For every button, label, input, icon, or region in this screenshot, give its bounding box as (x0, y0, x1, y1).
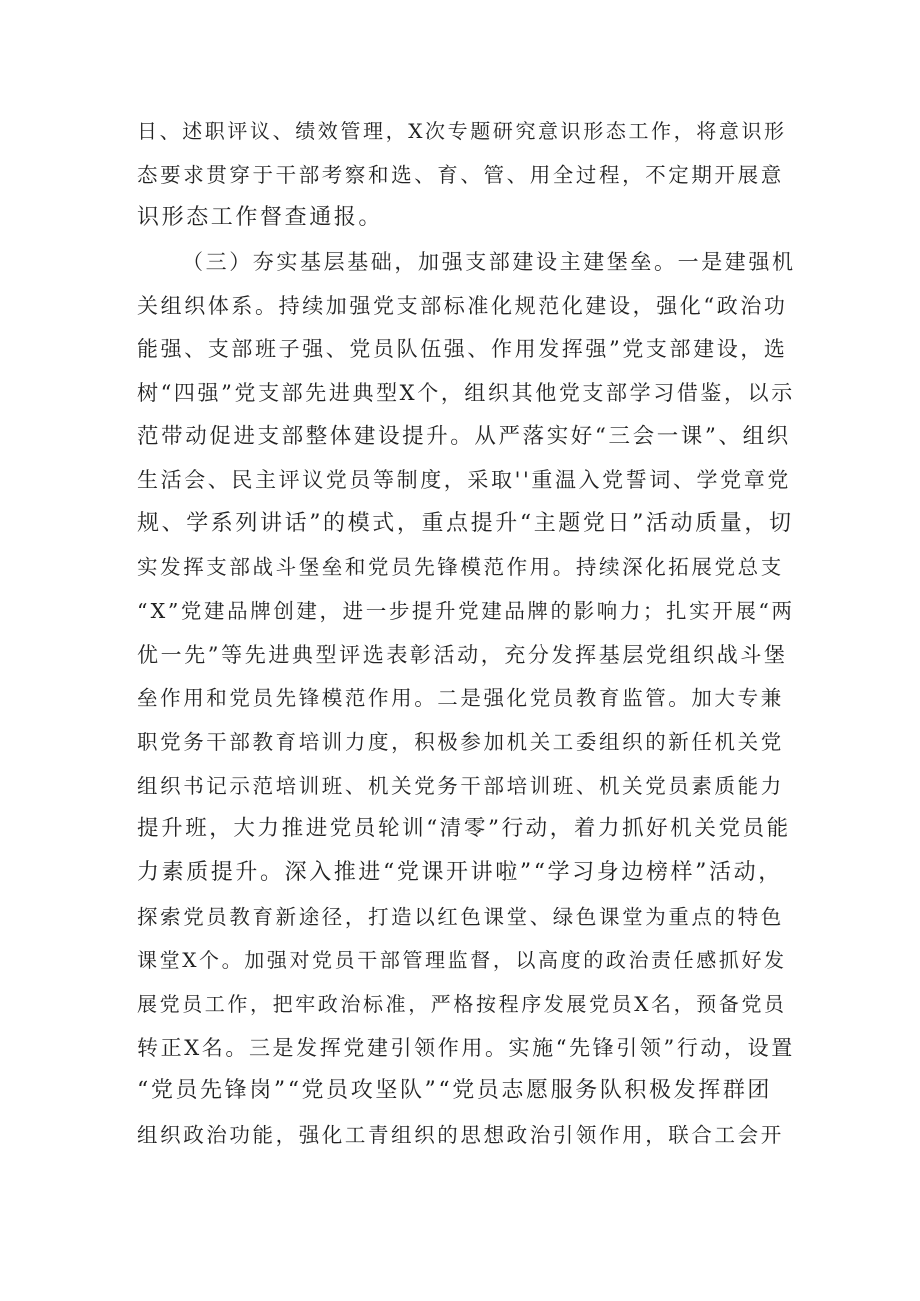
text-line: 职党务干部教育培训力度，积极参加机关工委组织的新任机关党 (137, 730, 784, 754)
text-line: 展党员工作，把牢政治标准，严格按程序发展党员X名，预备党员 (137, 992, 787, 1016)
text-line: 课堂X个。加强对党员干部管理监督，以高度的政治责任感抓好发 (137, 948, 787, 972)
section-heading-line: （三）夯实基层基础，加强支部建设主建堡垒。一是建强机 (182, 250, 796, 274)
text-line: 垒作用和党员先锋模范作用。二是强化党员教育监管。加大专兼 (137, 686, 784, 710)
text-line: 探索党员教育新途径，打造以红色课堂、绿色课堂为重点的特色 (137, 905, 784, 929)
text-line: 力素质提升。深入推进“党课开讲啦”“学习身边榜样”活动， (137, 860, 783, 885)
text-line: 规、学系列讲话”的模式，重点提升“主题党日”活动质量，切 (137, 511, 794, 536)
text-line: 日、述职评议、绩效管理，X次专题研究意识形态工作，将意识形 (137, 119, 787, 143)
text-line: 生活会、民主评议党员等制度，采取''重温入党誓词、学党章党 (137, 468, 791, 492)
text-line: 组织政治功能，强化工青组织的思想政治引领作用，联合工会开 (137, 1123, 784, 1147)
text-line: 能强、支部班子强、党员队伍强、作用发挥强”党支部建设，选 (137, 337, 788, 361)
text-line: 组织书记示范培训班、机关党务干部培训班、机关党员素质能力 (137, 774, 784, 798)
text-line: 优一先”等先进典型评选表彰活动，充分发挥基层党组织战斗堡 (137, 643, 788, 667)
text-line: 提升班，大力推进党员轮训“清零”行动，着力抓好机关党员能 (137, 816, 791, 841)
text-line: “党员先锋岗”“党员攻坚队”“党员志愿服务队积极发挥群团 (137, 1078, 773, 1103)
text-line: 实发挥支部战斗堡垒和党员先锋模范作用。持续深化拓展党总支 (137, 555, 784, 579)
text-line: “X”党建品牌创建，进一步提升党建品牌的影响力；扎实开展“两 (137, 599, 795, 623)
text-line: 范带动促进支部整体建设提升。从严落实好“三会一课”、组织 (137, 424, 791, 449)
text-line: 树“四强”党支部先进典型X个，组织其他党支部学习借鉴，以示 (137, 381, 795, 405)
text-line: 转正X名。三是发挥党建引领作用。实施“先锋引领”行动，设置 (137, 1036, 795, 1060)
text-line: 识形态工作督查通报。 (137, 205, 384, 230)
text-line: 关组织体系。持续加强党支部标准化规范化建设，强化“政治功 (137, 294, 788, 318)
text-line: 态要求贯穿于干部考察和选、育、管、用全过程，不定期开展意 (137, 163, 784, 187)
